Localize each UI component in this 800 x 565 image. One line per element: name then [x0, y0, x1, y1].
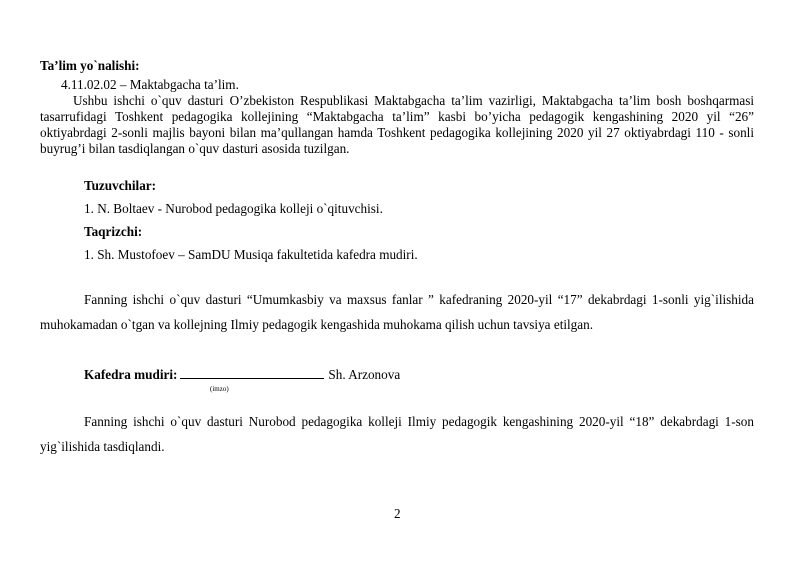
signature-name: Sh. Arzonova — [328, 367, 401, 382]
signature-caption: (imzo) — [210, 385, 229, 393]
direction-code: 4.11.02.02 – Maktabgacha ta’lim. — [61, 77, 239, 92]
direction-heading: Ta’lim yo`nalishi: — [40, 58, 140, 73]
signature-row — [84, 367, 400, 383]
page-number: 2 — [394, 506, 401, 521]
compilers-heading: Tuzuvchilar: — [84, 178, 157, 193]
compilers-item: 1. N. Boltaev - Nurobod pedagogika kolleji o`qituvchisi. — [84, 201, 383, 216]
intro-line-3: oktiyabrdagi 2-sonli majlis bayoni bilan ma’qullangan hamda Toshkent pedagogika kollejining 2020 yil 27 oktiyabrdagi 110 - sonli — [40, 125, 754, 140]
intro-line-1: Ushbu ishchi o`quv dasturi O’zbekiston Respublikasi Maktabgacha ta’lim vazirligi, Maktabgacha ta’lim bosh boshqarmasi — [73, 93, 754, 108]
recommendation-line-2: muhokamadan o`tgan va kollejning Ilmiy pedagogik kengashida muhokama qilish uchun tavsiya etilgan. — [40, 317, 594, 332]
recommendation-line-1: Fanning ishchi o`quv dasturi “Umumkasbiy va maxsus fanlar ” kafedraning 2020-yil “17” dekabrdagi 1-sonli yig`ilishida — [84, 292, 754, 307]
intro-line-2: tasarrufidagi Toshkent pedagogika kollejining “Maktabgacha ta’lim” kasbi bo’yicha pedagogik kengashining 2020 yil “26” — [40, 109, 754, 124]
signature-line — [180, 367, 324, 379]
signature-label: Kafedra mudiri: — [84, 367, 178, 382]
approval-line-2: yig`ilishida tasdiqlandi. — [40, 439, 165, 454]
reviewer-heading: Taqrizchi: — [84, 224, 143, 239]
intro-line-4: buyrug’i bilan tasdiqlangan o`quv dasturi asosida tuzilgan. — [40, 141, 350, 156]
reviewer-item: 1. Sh. Mustofoev – SamDU Musiqa fakultetida kafedra mudiri. — [84, 247, 418, 262]
approval-line-1: Fanning ishchi o`quv dasturi Nurobod pedagogika kolleji Ilmiy pedagogik kengashining 2020-yil “18” dekabrdagi 1-son — [84, 414, 754, 429]
